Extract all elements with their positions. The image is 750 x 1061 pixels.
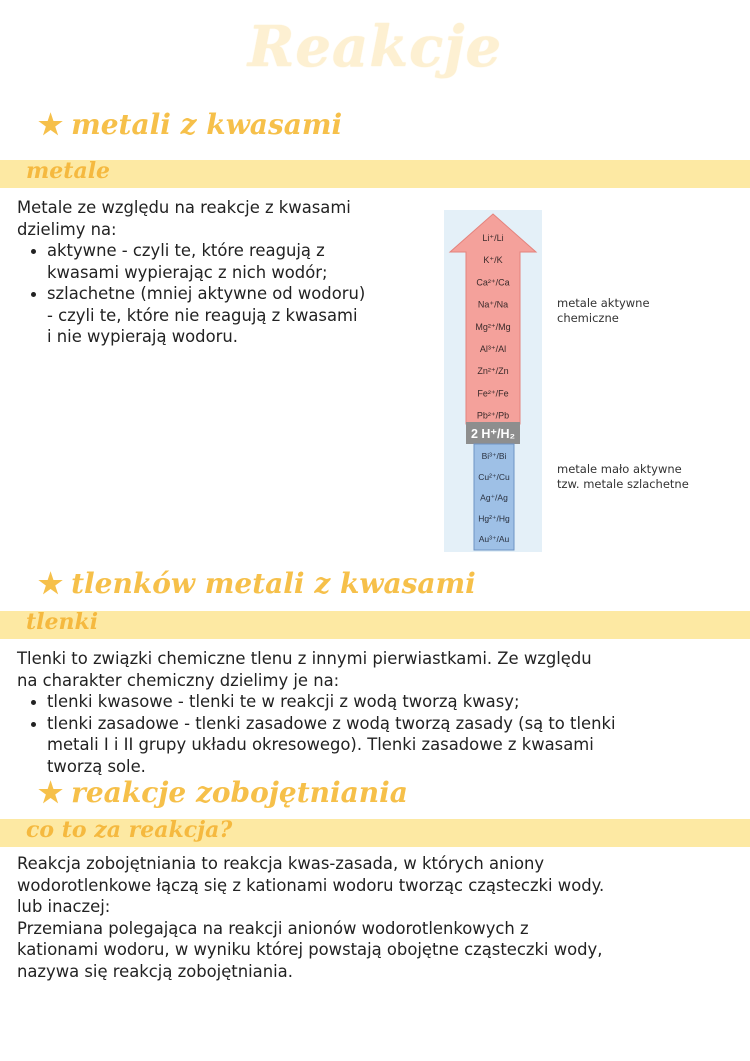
text-line: Reakcja zobojętniania to reakcja kwas-zasada, w których aniony [17, 854, 545, 873]
metals-bullet-list [17, 240, 437, 348]
star-icon: ★ [38, 108, 64, 141]
ion-label: Au³⁺/Au [478, 534, 510, 545]
noble-metals-note [557, 462, 689, 492]
star-icon: ★ [38, 776, 64, 809]
section-heading-text: tlenków metali z kwasami [71, 567, 476, 600]
section-heading-metals [38, 108, 342, 141]
ion-label: Li⁺/Li [482, 233, 504, 243]
star-icon: ★ [38, 567, 64, 600]
ion-label: Zn²⁺/Zn [477, 366, 509, 377]
text-line: - czyli te, które nie reagują z kwasami [47, 305, 358, 325]
text-line: i nie wypierają wodoru. [47, 327, 238, 346]
text-line: tworzą sole. [47, 756, 146, 776]
text-line: metali I i II grupy układu okresowego). Tlenki zasadowe z kwasami [47, 735, 594, 754]
note-line: metale mało aktywne [557, 462, 682, 476]
page-title: Reakcje [247, 14, 503, 80]
text-line: tlenki zasadowe - tlenki zasadowe z wodą tworzą zasady (są to tlenki [47, 713, 616, 733]
text-line: Tlenki to związki chemiczne tlenu z innymi pierwiastkami. Ze względu [17, 649, 592, 668]
text-line: Przemiana polegająca na reakcji anionów wodorotlenkowych z [17, 918, 529, 938]
list-item [17, 283, 437, 348]
list-item [17, 713, 737, 778]
ion-label: K⁺/K [483, 255, 503, 266]
text-line: wodorotlenkowe łączą się z kationami wodoru tworząc cząsteczki wody. [17, 875, 605, 895]
list-item [17, 240, 437, 283]
activity-series-diagram [444, 210, 542, 552]
text-line: aktywne - czyli te, które reagują z [47, 241, 325, 260]
subheading-band-oxides [0, 611, 750, 639]
ion-label: Pb²⁺/Pb [476, 410, 510, 421]
ion-label: Ca²⁺/Ca [476, 277, 510, 288]
text-line: tlenki kwasowe - tlenki te w reakcji z wodą tworzą kwasy; [47, 692, 520, 711]
section-heading-oxides [38, 567, 476, 600]
text-line: dzielimy na: [17, 219, 117, 239]
section-heading-neutralization [38, 776, 408, 809]
note-line: tzw. metale szlachetne [557, 477, 689, 491]
section-heading-text: metali z kwasami [71, 108, 343, 141]
ion-label: Hg²⁺/Hg [478, 513, 510, 524]
hydrogen-label: 2 H⁺/H₂ [470, 427, 516, 441]
subheading-band-metals [0, 160, 750, 188]
active-metals-note [557, 296, 650, 326]
ion-label: Ag⁺/Ag [480, 492, 508, 503]
ion-label: Mg²⁺/Mg [475, 321, 511, 332]
text-line: kwasami wypierając z nich wodór; [47, 262, 328, 282]
subheading-text: co to za reakcja? [26, 817, 233, 843]
metals-text-block [17, 197, 437, 348]
section-heading-text: reakcje zobojętniania [71, 776, 408, 809]
text-line: na charakter chemiczny dzielimy je na: [17, 670, 340, 690]
list-item [17, 691, 737, 713]
ion-label: Al³⁺/Al [479, 344, 507, 354]
oxides-bullet-list [17, 691, 737, 777]
text-line: Metale ze względu na reakcje z kwasami [17, 198, 351, 217]
neutralization-text-block [17, 853, 737, 982]
subheading-text: tlenki [26, 609, 99, 635]
ion-label: Bi³⁺/Bi [481, 451, 507, 461]
ion-label: Fe²⁺/Fe [477, 388, 509, 399]
text-line: lub inaczej: [17, 897, 111, 916]
note-line: chemiczne [557, 311, 619, 325]
ion-label: Cu²⁺/Cu [478, 471, 510, 482]
note-line: metale aktywne [557, 296, 650, 310]
text-line: nazywa się reakcją zobojętniania. [17, 961, 293, 981]
subheading-band-neutralization [0, 819, 750, 847]
activity-series-panel [444, 210, 542, 552]
text-line: kationami wodoru, w wyniku której powstają obojętne cząsteczki wody, [17, 940, 603, 959]
oxides-text-block [17, 648, 737, 777]
text-line: szlachetne (mniej aktywne od wodoru) [47, 284, 366, 303]
ion-label: Na⁺/Na [477, 299, 509, 310]
subheading-text: metale [26, 158, 111, 184]
